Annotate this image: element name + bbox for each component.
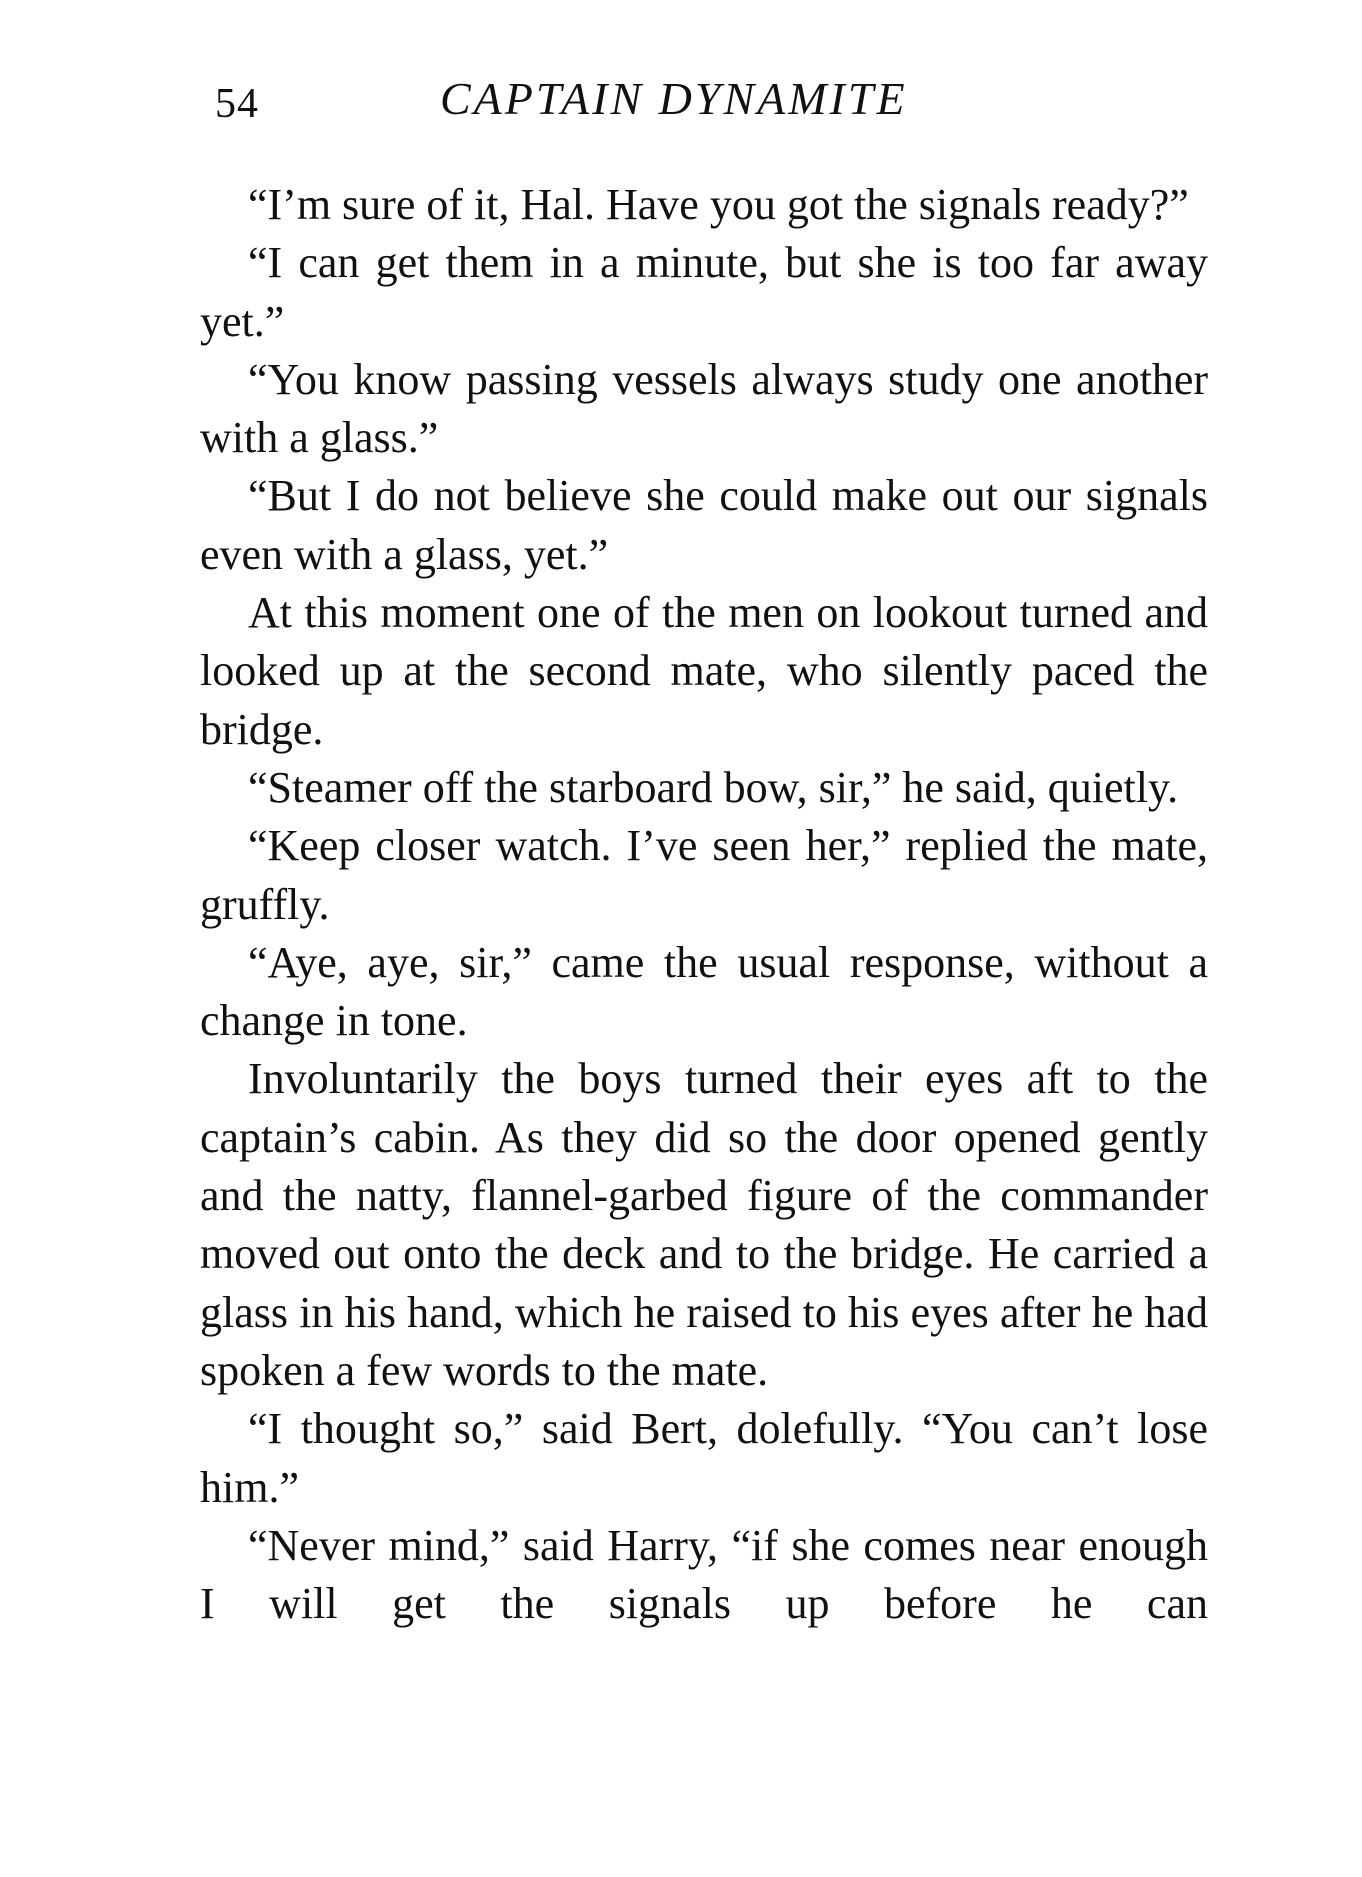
paragraph: “You know passing vessels always study one another with a glass.” <box>200 354 1208 463</box>
running-head <box>215 72 1015 132</box>
paragraph: At this moment one of the men on lookout turned and looked up at the second mate, who silently paced the bridge. <box>200 588 1208 754</box>
paragraph: “I’m sure of it, Hal. Have you got the signals ready?” <box>248 180 1189 229</box>
paragraph: “But I do not believe she could make out our signals even with a glass, yet.” <box>200 471 1208 579</box>
paragraph-continued: “Never mind,” said Harry, “if she comes near enough I will get the signals up before he can <box>200 1520 1208 1629</box>
paragraph: “I can get them in a minute, but she is too far away yet.” <box>200 238 1208 346</box>
body-text <box>200 176 1208 1633</box>
paragraph: Involuntarily the boys turned their eyes aft to the captain’s cabin. As they did so the door opened gently and the natty, flannel-garbed figure of the commander moved out onto the deck and to the bridge. He carried a glass in his hand, which he raised to his eyes after he had spoken a few words to the mate. <box>200 1054 1208 1395</box>
running-title: CAPTAIN DYNAMITE <box>440 73 908 124</box>
paragraph: “Steamer off the starboard bow, sir,” he said, quietly. <box>248 762 1179 812</box>
paragraph: “Keep closer watch. I’ve seen her,” replied the mate, gruffly. <box>200 821 1208 929</box>
page-number: 54 <box>215 81 259 127</box>
paragraph: “I thought so,” said Bert, dolefully. “You can’t lose him.” <box>200 1404 1208 1512</box>
paragraph: “Aye, aye, sir,” came the usual response, without a change in tone. <box>200 937 1208 1046</box>
